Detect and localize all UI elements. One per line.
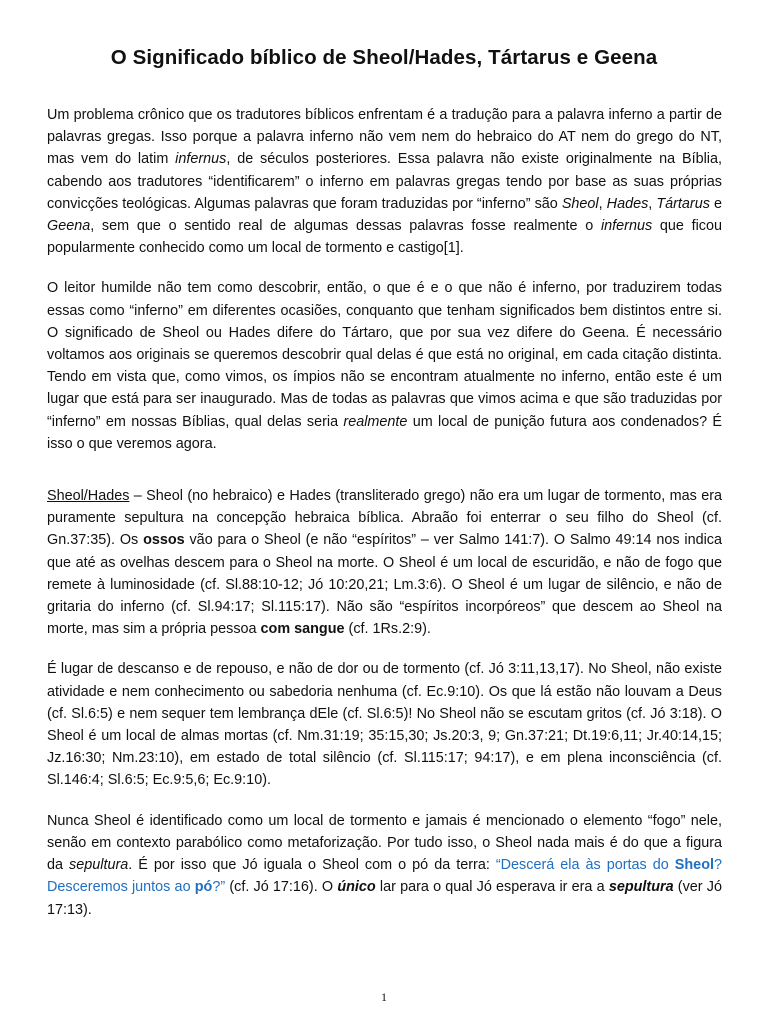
quote-text: ?” — [212, 879, 226, 896]
paragraph-rest — [47, 658, 722, 791]
text: O leitor humilde não tem como descobrir, então, o que é e o que não é inferno, por traduzirem todas essas como “inferno” em diferentes ocasiões, conquanto que tenham significados bem distintos entre si. O significado de Sheol ou Hades difere do Tártaro, que por sua vez difere do Geena. É necessário voltamos aos originais se queremos descobrir qual delas é que está no original, em cada citação distinta. Tendo em vista que, como vimos, os ímpios não se encontram atualmente no inferno, então este é um lugar que está para ser inaugurado. Mas de todas as palavras que vimos acima e que são traduzidas por “inferno” em nossas Bíblias, qual delas seria — [47, 280, 722, 430]
quote-text: “Descerá ela às portas do — [495, 857, 675, 874]
section-heading-sheol-hades: Sheol/Hades — [47, 488, 130, 505]
page-number: 1 — [381, 990, 387, 1004]
text: É lugar de descanso e de repouso, e não de dor ou de tormento (cf. Jó 3:11,13,17). No Sheol, não existe atividade e nem conhecimento ou sabedoria nenhuma (cf. Ec.9:10). Os que lá estão não louvam a Deus (cf. Sl.6:5) e nem sequer tem lembrança dEle (cf. Sl.6:5)! No Sheol não se escutam gritos (cf. Jó 3:18). O Sheol é um local de almas mortas (cf. Nm.31:19; 35:15,30; Js.20:3, 9; Gn.37:21; Dt.19:6,11; Jr.40:14,15; Jz.16:30; Nm.23:10), em estado de total silêncio (cf. Sl.115:17; 94:17), e em plena inconsciência (cf. Sl.146:4; Sl.6:5; Ec.9:5,6; Ec.9:10). — [47, 661, 722, 789]
quote-bold-term: pó — [194, 879, 213, 896]
italic-term: sepultura — [69, 857, 129, 874]
italic-term: Tártarus — [656, 195, 710, 212]
text: vão para o Sheol (e não “espíritos” – ver Salmo 141:7). O Salmo 49:14 nos indica que até as ovelhas descem para o Sheol na morte. O Sheol é um local de escuridão, e não de fogo que remete à luminosidade (cf. Sl.88:10-12; Jó 10:20,21; Lm.3:6). O Sheol é um lugar de silêncio, e não de gritaria do inferno (cf. Sl.94:17; Sl.115:17). Não são “espíritos incorpóreos” que descem ao Sheol na morte, mas sim a própria pessoa — [47, 532, 722, 638]
text: e — [709, 195, 722, 212]
italic-term: Sheol — [561, 195, 599, 212]
bold-term: com sangue — [260, 621, 345, 638]
paragraph-intro — [47, 104, 722, 259]
bold-italic-term: único — [337, 879, 376, 896]
bold-italic-term: sepultura — [608, 879, 674, 896]
text: , — [598, 195, 607, 212]
italic-term: infernus — [600, 218, 653, 235]
italic-term: infernus — [175, 151, 227, 168]
text: Um problema crônico que os tradutores bíblicos enfrentam é a tradução para a palavra inferno a partir de palavras gregas. Isso porque a palavra inferno não vem nem do hebraico do AT nem do grego do NT, mas vem do latim — [47, 107, 722, 168]
text: (cf. Jó 17:16). O — [225, 879, 338, 896]
text: , de séculos posteriores. Essa palavra não existe originalmente na Bíblia, cabendo aos tradutores “identificarem” o inferno em palavras gregas tendo por base as suas próprias convicções teológicas. Algumas palavras que foram traduzidas por “inferno” são — [47, 151, 722, 212]
document-body — [47, 104, 722, 939]
text: (cf. 1Rs.2:9). — [344, 621, 431, 638]
quote-bold-term: Sheol — [674, 857, 714, 874]
italic-term: Geena — [47, 218, 91, 235]
text: , sem que o sentido real de algumas dessas palavras fosse realmente o — [90, 218, 601, 235]
paragraph-reader — [47, 277, 722, 455]
paragraph-sheol-hades — [47, 485, 722, 640]
text: – Sheol (no hebraico) e Hades (transliterado grego) não era um lugar de tormento, mas era puramente sepultura na concepção hebraica bíblica. Abraão foi enterrar o seu filho do Sheol (cf. Gn.37:35). Os — [47, 488, 722, 549]
italic-term: realmente — [343, 413, 408, 430]
text: lar para o qual Jó esperava ir era a — [375, 879, 609, 896]
quote-text: ? Desceremos juntos ao — [47, 857, 722, 896]
paragraph-sepultura — [47, 810, 722, 921]
text: um local de punição futura aos condenados? É isso o que veremos agora. — [47, 413, 722, 452]
text: (ver Jó 17:13). — [47, 879, 722, 918]
bold-term: ossos — [143, 532, 185, 549]
document-title: O Significado bíblico de Sheol/Hades, Tártarus e Geena — [110, 46, 658, 69]
text: , — [648, 195, 657, 212]
text: Nunca Sheol é identificado como um local de tormento e jamais é mencionado o elemento “fogo” nele, senão em contexto parabólico como metaforização. Por tudo isso, o Sheol nada mais é do que a figura da — [47, 812, 722, 874]
text: . É por isso que Jó iguala o Sheol com o pó da terra: — [128, 857, 496, 874]
italic-term: Hades — [606, 195, 649, 212]
text: que ficou popularmente conhecido como um local de tormento e castigo[1]. — [47, 218, 723, 257]
